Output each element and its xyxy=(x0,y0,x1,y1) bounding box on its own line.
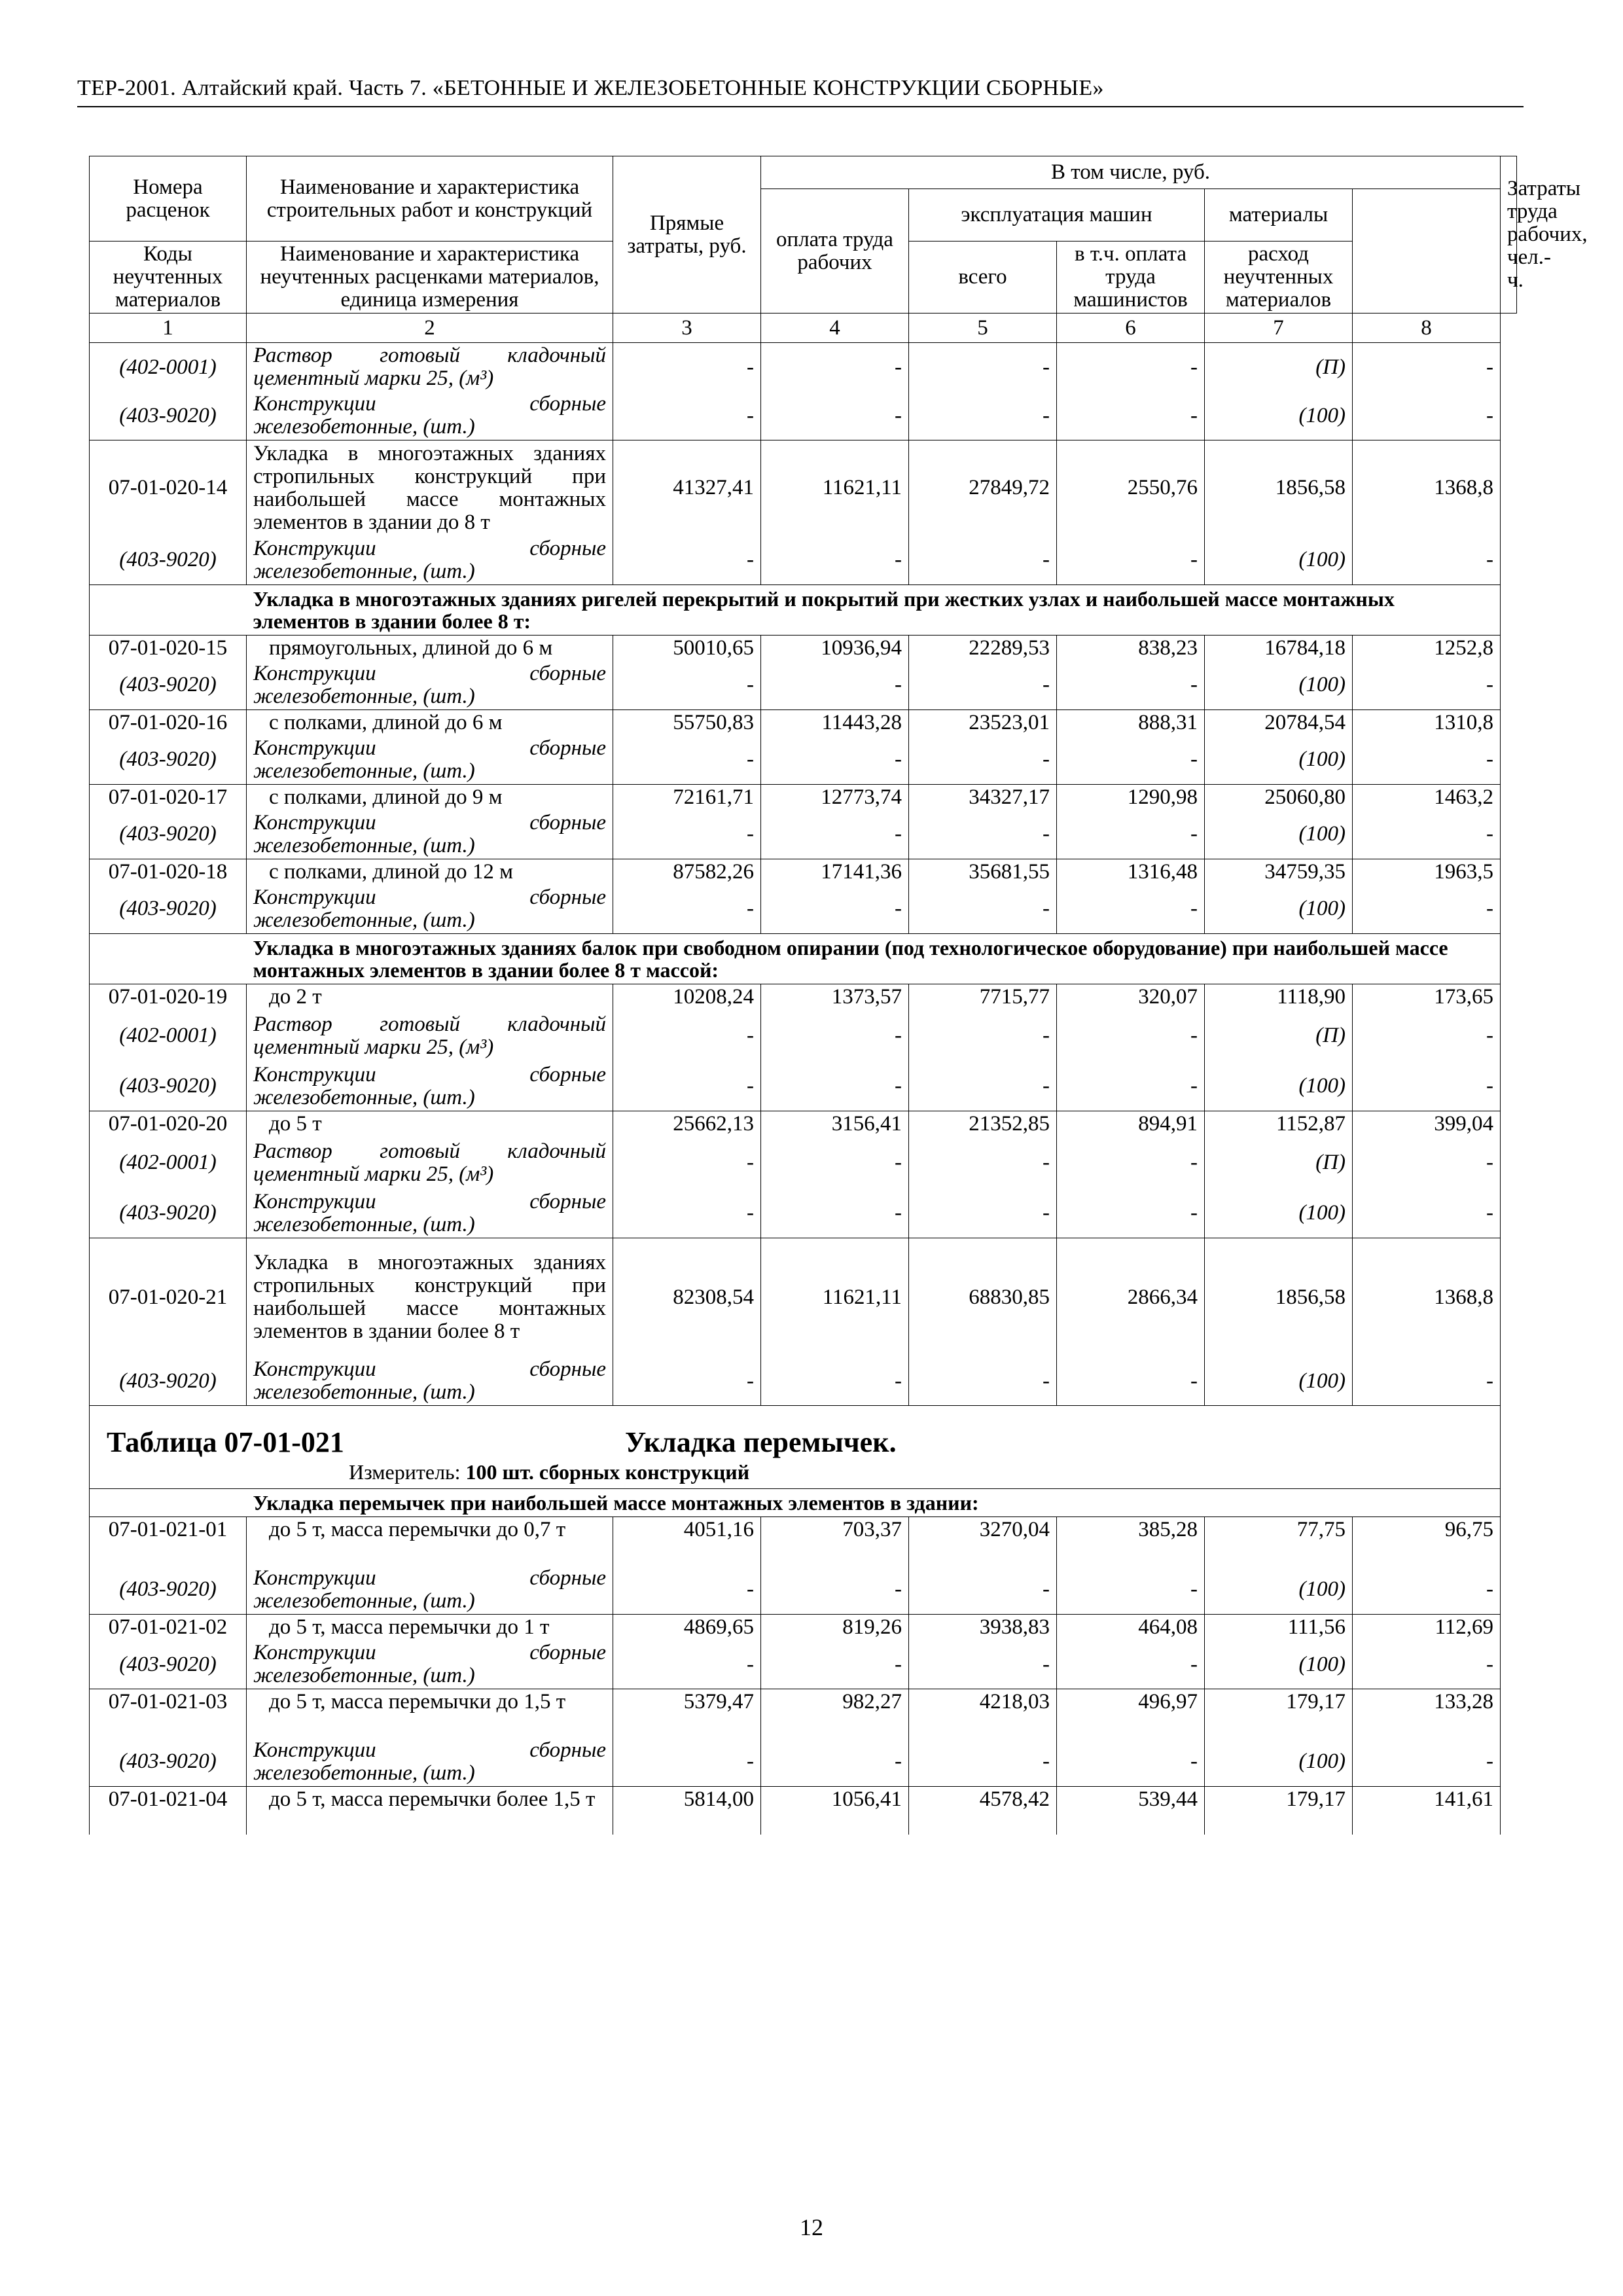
material-value-dash: - xyxy=(909,391,1057,440)
col-rate-numbers: Номера расценок xyxy=(90,156,247,242)
material-name: Конструкции сборные железобетонные, (шт.) xyxy=(247,810,613,859)
rate-row xyxy=(90,1238,1517,1357)
rate-value: 1118,90 xyxy=(1205,984,1353,1010)
material-code: (403-9020) xyxy=(90,1357,247,1406)
rate-code: 07-01-021-04 xyxy=(90,1786,247,1835)
rate-code: 07-01-021-02 xyxy=(90,1614,247,1640)
rate-value: 77,75 xyxy=(1205,1517,1353,1566)
material-consumption: (100) xyxy=(1205,1566,1353,1615)
rate-value: 385,28 xyxy=(1057,1517,1205,1566)
material-value-dash: - xyxy=(1057,391,1205,440)
col-work-name: Наименование и характеристика строительных работ и конструкций xyxy=(247,156,613,242)
material-name: Конструкции сборные железобетонные, (шт.) xyxy=(247,1640,613,1689)
material-value-dash: - xyxy=(613,736,761,785)
material-name: Конструкции сборные железобетонные, (шт.) xyxy=(247,885,613,934)
rate-value: 888,31 xyxy=(1057,709,1205,736)
rate-row xyxy=(90,440,1517,536)
rate-code: 07-01-020-15 xyxy=(90,635,247,661)
rate-value: 179,17 xyxy=(1205,1689,1353,1738)
rate-code: 07-01-020-19 xyxy=(90,984,247,1010)
col-materials: материалы xyxy=(1205,189,1353,242)
material-name: Конструкции сборные железобетонные, (шт.) xyxy=(247,661,613,710)
rate-value: 50010,65 xyxy=(613,635,761,661)
material-value-dash: - xyxy=(761,1357,909,1406)
material-value-dash: - xyxy=(613,885,761,934)
rate-row xyxy=(90,1517,1517,1566)
rate-value: 2866,34 xyxy=(1057,1238,1205,1357)
material-value-dash: - xyxy=(1057,1566,1205,1615)
material-value-dash: - xyxy=(1353,661,1501,710)
material-value-dash: - xyxy=(909,661,1057,710)
material-value-dash: - xyxy=(613,343,761,392)
material-value-dash: - xyxy=(613,536,761,585)
material-value-dash: - xyxy=(761,1640,909,1689)
material-value-dash: - xyxy=(1353,810,1501,859)
material-value-dash: - xyxy=(761,1010,909,1062)
material-consumption: (100) xyxy=(1205,1738,1353,1787)
rate-value: 3156,41 xyxy=(761,1111,909,1137)
rate-value: 23523,01 xyxy=(909,709,1057,736)
section-spacer xyxy=(90,584,247,635)
rate-value: 2550,76 xyxy=(1057,440,1205,536)
material-value-dash: - xyxy=(613,1566,761,1615)
rate-value: 25060,80 xyxy=(1205,784,1353,810)
material-code: (403-9020) xyxy=(90,1640,247,1689)
col-materials-consumption: расход неучтенных материалов xyxy=(1205,242,1353,314)
material-value-dash: - xyxy=(613,661,761,710)
material-value-dash: - xyxy=(1057,343,1205,392)
rate-value: 1310,8 xyxy=(1353,709,1501,736)
material-value-dash: - xyxy=(1057,1738,1205,1787)
material-value-dash: - xyxy=(613,1357,761,1406)
rate-code: 07-01-021-01 xyxy=(90,1517,247,1566)
material-value-dash: - xyxy=(1057,1640,1205,1689)
rate-row xyxy=(90,709,1517,736)
page-number: 12 xyxy=(800,2214,823,2240)
rate-value: 3270,04 xyxy=(909,1517,1057,1566)
rate-row xyxy=(90,1786,1517,1835)
rate-value: 41327,41 xyxy=(613,440,761,536)
material-code: (403-9020) xyxy=(90,736,247,785)
rate-value: 141,61 xyxy=(1353,1786,1501,1835)
rate-value: 1963,5 xyxy=(1353,859,1501,885)
rate-value: 464,08 xyxy=(1057,1614,1205,1640)
col-material-codes: Коды неучтенных материалов xyxy=(90,242,247,314)
rate-value: 1290,98 xyxy=(1057,784,1205,810)
rate-value: 16784,18 xyxy=(1205,635,1353,661)
material-value-dash: - xyxy=(909,1062,1057,1111)
material-consumption: (100) xyxy=(1205,885,1353,934)
rate-value: 10936,94 xyxy=(761,635,909,661)
rate-value: 22289,53 xyxy=(909,635,1057,661)
rate-name: с полками, длиной до 9 м xyxy=(247,784,613,810)
material-name: Раствор готовый кладочный цементный марки 25, (м³) xyxy=(247,1010,613,1062)
table-title: Укладка перемычек. xyxy=(625,1426,897,1458)
col-number: 7 xyxy=(1205,314,1353,343)
material-value-dash: - xyxy=(613,1640,761,1689)
material-value-dash: - xyxy=(761,343,909,392)
material-value-dash: - xyxy=(613,1738,761,1787)
rate-name: до 5 т, масса перемычки до 0,7 т xyxy=(247,1517,613,1566)
column-numbers-row xyxy=(90,314,1517,343)
material-name: Конструкции сборные железобетонные, (шт.) xyxy=(247,1189,613,1238)
rate-value: 4578,42 xyxy=(909,1786,1057,1835)
rate-value: 111,56 xyxy=(1205,1614,1353,1640)
col-number: 3 xyxy=(613,314,761,343)
rate-value: 1373,57 xyxy=(761,984,909,1010)
section-spacer xyxy=(90,933,247,984)
material-row xyxy=(90,536,1517,585)
rate-value: 17141,36 xyxy=(761,859,909,885)
material-row xyxy=(90,1357,1517,1406)
rate-name: до 2 т xyxy=(247,984,613,1010)
rate-name: Укладка в многоэтажных зданиях стропильных конструкций при наибольшей массе монтажных элементов в здании до 8 т xyxy=(247,440,613,536)
material-consumption: (П) xyxy=(1205,1137,1353,1189)
header-rule xyxy=(77,106,1524,107)
material-value-dash: - xyxy=(909,810,1057,859)
rate-value: 55750,83 xyxy=(613,709,761,736)
rate-row xyxy=(90,859,1517,885)
material-value-dash: - xyxy=(1353,1189,1501,1238)
rate-name: до 5 т, масса перемычки более 1,5 т xyxy=(247,1786,613,1835)
rate-value: 82308,54 xyxy=(613,1238,761,1357)
rate-value: 5379,47 xyxy=(613,1689,761,1738)
material-code: (403-9020) xyxy=(90,391,247,440)
col-number: 5 xyxy=(909,314,1057,343)
rate-value: 1856,58 xyxy=(1205,440,1353,536)
rate-code: 07-01-020-20 xyxy=(90,1111,247,1137)
material-value-dash: - xyxy=(1057,1189,1205,1238)
material-row xyxy=(90,1566,1517,1615)
section-title: Укладка перемычек при наибольшей массе монтажных элементов в здании: xyxy=(247,1489,1501,1517)
material-code: (402-0001) xyxy=(90,1137,247,1189)
material-value-dash: - xyxy=(1353,1062,1501,1111)
material-value-dash: - xyxy=(1057,885,1205,934)
material-value-dash: - xyxy=(761,536,909,585)
rate-name: до 5 т, масса перемычки до 1 т xyxy=(247,1614,613,1640)
material-value-dash: - xyxy=(761,736,909,785)
material-row xyxy=(90,1189,1517,1238)
rates-table xyxy=(89,156,1588,1835)
material-consumption: (100) xyxy=(1205,810,1353,859)
material-value-dash: - xyxy=(1353,885,1501,934)
rate-code: 07-01-020-18 xyxy=(90,859,247,885)
rate-value: 320,07 xyxy=(1057,984,1205,1010)
rate-value: 11621,11 xyxy=(761,1238,909,1357)
rate-value: 72161,71 xyxy=(613,784,761,810)
rate-value: 1856,58 xyxy=(1205,1238,1353,1357)
section-row xyxy=(90,933,1517,984)
material-value-dash: - xyxy=(1057,536,1205,585)
material-value-dash: - xyxy=(761,1062,909,1111)
rate-name: до 5 т xyxy=(247,1111,613,1137)
material-value-dash: - xyxy=(909,1137,1057,1189)
material-name: Конструкции сборные железобетонные, (шт.) xyxy=(247,1566,613,1615)
rate-value: 838,23 xyxy=(1057,635,1205,661)
material-code: (403-9020) xyxy=(90,1189,247,1238)
rate-row xyxy=(90,1614,1517,1640)
material-row xyxy=(90,1137,1517,1189)
rate-name: Укладка в многоэтажных зданиях стропильных конструкций при наибольшей массе монтажных элементов в здании более 8 т xyxy=(247,1238,613,1357)
rate-code: 07-01-020-16 xyxy=(90,709,247,736)
rate-name: прямоугольных, длиной до 6 м xyxy=(247,635,613,661)
material-name: Раствор готовый кладочный цементный марки 25, (м³) xyxy=(247,1137,613,1189)
material-consumption: (100) xyxy=(1205,391,1353,440)
col-number: 2 xyxy=(247,314,613,343)
material-value-dash: - xyxy=(613,1189,761,1238)
material-value-dash: - xyxy=(1057,810,1205,859)
material-name: Конструкции сборные железобетонные, (шт.) xyxy=(247,1357,613,1406)
rate-value: 5814,00 xyxy=(613,1786,761,1835)
material-value-dash: - xyxy=(761,1738,909,1787)
material-value-dash: - xyxy=(909,885,1057,934)
rate-value: 34759,35 xyxy=(1205,859,1353,885)
material-name: Конструкции сборные железобетонные, (шт.) xyxy=(247,391,613,440)
rate-value: 819,26 xyxy=(761,1614,909,1640)
rate-row xyxy=(90,984,1517,1010)
material-value-dash: - xyxy=(909,1189,1057,1238)
col-machines: эксплуатация машин xyxy=(909,189,1205,242)
rate-value: 68830,85 xyxy=(909,1238,1057,1357)
rate-code: 07-01-020-17 xyxy=(90,784,247,810)
rate-value: 179,17 xyxy=(1205,1786,1353,1835)
material-value-dash: - xyxy=(1353,1357,1501,1406)
rate-value: 87582,26 xyxy=(613,859,761,885)
material-value-dash: - xyxy=(1353,1738,1501,1787)
material-value-dash: - xyxy=(909,1010,1057,1062)
rate-value: 1152,87 xyxy=(1205,1111,1353,1137)
material-value-dash: - xyxy=(909,736,1057,785)
rate-name: до 5 т, масса перемычки до 1,5 т xyxy=(247,1689,613,1738)
material-value-dash: - xyxy=(1353,1566,1501,1615)
material-value-dash: - xyxy=(909,536,1057,585)
material-value-dash: - xyxy=(909,343,1057,392)
material-value-dash: - xyxy=(1353,1137,1501,1189)
rate-value: 34327,17 xyxy=(909,784,1057,810)
measure-value: 100 шт. сборных конструкций xyxy=(465,1460,750,1484)
material-row xyxy=(90,1062,1517,1111)
rate-value: 1316,48 xyxy=(1057,859,1205,885)
col-direct-costs: Прямые затраты, руб. xyxy=(613,156,761,314)
col-number: 8 xyxy=(1353,314,1501,343)
material-value-dash: - xyxy=(761,1189,909,1238)
material-row xyxy=(90,343,1517,392)
col-machines-labor: в т.ч. оплата труда машинистов xyxy=(1057,242,1205,314)
rate-value: 21352,85 xyxy=(909,1111,1057,1137)
material-value-dash: - xyxy=(1353,343,1501,392)
material-consumption: (100) xyxy=(1205,1062,1353,1111)
material-code: (403-9020) xyxy=(90,661,247,710)
rate-value: 539,44 xyxy=(1057,1786,1205,1835)
col-labor-costs: Затраты труда рабочих, чел.-ч. xyxy=(1501,156,1517,314)
rate-value: 4051,16 xyxy=(613,1517,761,1566)
material-name: Конструкции сборные железобетонные, (шт.) xyxy=(247,536,613,585)
material-value-dash: - xyxy=(1057,1137,1205,1189)
material-consumption: (100) xyxy=(1205,1357,1353,1406)
material-name: Конструкции сборные железобетонные, (шт.) xyxy=(247,736,613,785)
material-value-dash: - xyxy=(909,1640,1057,1689)
material-code: (403-9020) xyxy=(90,1738,247,1787)
material-value-dash: - xyxy=(1353,536,1501,585)
section-row xyxy=(90,1489,1517,1517)
rate-value: 10208,24 xyxy=(613,984,761,1010)
material-value-dash: - xyxy=(761,885,909,934)
material-value-dash: - xyxy=(909,1738,1057,1787)
material-value-dash: - xyxy=(761,810,909,859)
material-value-dash: - xyxy=(1057,1010,1205,1062)
material-value-dash: - xyxy=(1057,1357,1205,1406)
material-value-dash: - xyxy=(1353,736,1501,785)
material-value-dash: - xyxy=(1057,1062,1205,1111)
rate-value: 982,27 xyxy=(761,1689,909,1738)
table-title-row xyxy=(90,1406,1517,1489)
rate-value: 112,69 xyxy=(1353,1614,1501,1640)
rate-value: 399,04 xyxy=(1353,1111,1501,1137)
material-code: (403-9020) xyxy=(90,810,247,859)
material-consumption: (100) xyxy=(1205,536,1353,585)
rate-value: 11621,11 xyxy=(761,440,909,536)
rate-row xyxy=(90,1689,1517,1738)
material-value-dash: - xyxy=(761,661,909,710)
rate-value: 20784,54 xyxy=(1205,709,1353,736)
rate-row xyxy=(90,635,1517,661)
material-value-dash: - xyxy=(613,1010,761,1062)
rate-name: с полками, длиной до 12 м xyxy=(247,859,613,885)
material-value-dash: - xyxy=(761,1566,909,1615)
col-machines-total: всего xyxy=(909,242,1057,314)
col-number: 4 xyxy=(761,314,909,343)
rate-name: с полками, длиной до 6 м xyxy=(247,709,613,736)
material-consumption: (П) xyxy=(1205,1010,1353,1062)
rate-value: 4869,65 xyxy=(613,1614,761,1640)
col-number: 1 xyxy=(90,314,247,343)
material-row xyxy=(90,391,1517,440)
material-code: (402-0001) xyxy=(90,343,247,392)
material-row xyxy=(90,661,1517,710)
rate-value: 3938,83 xyxy=(909,1614,1057,1640)
material-value-dash: - xyxy=(1353,1640,1501,1689)
material-code: (403-9020) xyxy=(90,1062,247,1111)
material-value-dash: - xyxy=(761,391,909,440)
rate-code: 07-01-020-21 xyxy=(90,1238,247,1357)
material-value-dash: - xyxy=(613,1062,761,1111)
material-value-dash: - xyxy=(1353,1010,1501,1062)
material-code: (403-9020) xyxy=(90,885,247,934)
material-row xyxy=(90,1738,1517,1787)
material-value-dash: - xyxy=(1353,391,1501,440)
material-consumption: (100) xyxy=(1205,1640,1353,1689)
rate-value: 1463,2 xyxy=(1353,784,1501,810)
material-consumption: (100) xyxy=(1205,1189,1353,1238)
col-labor-pay: оплата труда рабочих xyxy=(761,189,909,314)
material-consumption: (100) xyxy=(1205,661,1353,710)
table-title-block xyxy=(90,1406,1501,1489)
material-row xyxy=(90,885,1517,934)
material-value-dash: - xyxy=(1057,736,1205,785)
rate-value: 1368,8 xyxy=(1353,440,1501,536)
page-header: ТЕР-2001. Алтайский край. Часть 7. «БЕТОННЫЕ И ЖЕЛЕЗОБЕТОННЫЕ КОНСТРУКЦИИ СБОРНЫЕ» xyxy=(77,76,1104,100)
rate-value: 12773,74 xyxy=(761,784,909,810)
material-value-dash: - xyxy=(613,1137,761,1189)
rate-value: 27849,72 xyxy=(909,440,1057,536)
table-number: Таблица 07-01-021 xyxy=(107,1426,344,1458)
material-row xyxy=(90,1640,1517,1689)
rate-row xyxy=(90,784,1517,810)
material-value-dash: - xyxy=(613,391,761,440)
rate-value: 35681,55 xyxy=(909,859,1057,885)
rate-value: 703,37 xyxy=(761,1517,909,1566)
section-title: Укладка в многоэтажных зданиях балок при свободном опирании (под технологическое оборудование) при наибольшей массе монтажных элементов в здании более 8 т массой: xyxy=(247,933,1501,984)
material-name: Конструкции сборные железобетонные, (шт.) xyxy=(247,1062,613,1111)
rate-value: 1056,41 xyxy=(761,1786,909,1835)
rate-value: 133,28 xyxy=(1353,1689,1501,1738)
material-value-dash: - xyxy=(909,1357,1057,1406)
material-value-dash: - xyxy=(613,810,761,859)
rate-value: 7715,77 xyxy=(909,984,1057,1010)
material-row xyxy=(90,736,1517,785)
section-spacer xyxy=(90,1489,247,1517)
material-value-dash: - xyxy=(1057,661,1205,710)
rate-value: 894,91 xyxy=(1057,1111,1205,1137)
material-value-dash: - xyxy=(761,1137,909,1189)
section-row xyxy=(90,584,1517,635)
rate-value: 96,75 xyxy=(1353,1517,1501,1566)
rate-value: 11443,28 xyxy=(761,709,909,736)
section-title: Укладка в многоэтажных зданиях ригелей перекрытий и покрытий при жестких узлах и наибольшей массе монтажных элементов в здании более 8 т: xyxy=(247,584,1501,635)
material-consumption: (П) xyxy=(1205,343,1353,392)
rate-value: 1368,8 xyxy=(1353,1238,1501,1357)
material-row xyxy=(90,1010,1517,1062)
rate-code: 07-01-021-03 xyxy=(90,1689,247,1738)
material-name: Конструкции сборные железобетонные, (шт.) xyxy=(247,1738,613,1787)
col-number: 6 xyxy=(1057,314,1205,343)
material-code: (402-0001) xyxy=(90,1010,247,1062)
rate-value: 173,65 xyxy=(1353,984,1501,1010)
rate-value: 1252,8 xyxy=(1353,635,1501,661)
material-value-dash: - xyxy=(909,1566,1057,1615)
rate-code: 07-01-020-14 xyxy=(90,440,247,536)
material-consumption: (100) xyxy=(1205,736,1353,785)
rate-value: 496,97 xyxy=(1057,1689,1205,1738)
rate-row xyxy=(90,1111,1517,1137)
material-row xyxy=(90,810,1517,859)
col-including: В том числе, руб. xyxy=(761,156,1501,189)
measure-label: Измеритель: xyxy=(349,1460,461,1484)
rate-value: 4218,03 xyxy=(909,1689,1057,1738)
material-name: Раствор готовый кладочный цементный марки 25, (м³) xyxy=(247,343,613,392)
material-code: (403-9020) xyxy=(90,536,247,585)
material-code: (403-9020) xyxy=(90,1566,247,1615)
rate-value: 25662,13 xyxy=(613,1111,761,1137)
col-material-name: Наименование и характеристика неучтенных расценками материалов, единица измерения xyxy=(247,242,613,314)
